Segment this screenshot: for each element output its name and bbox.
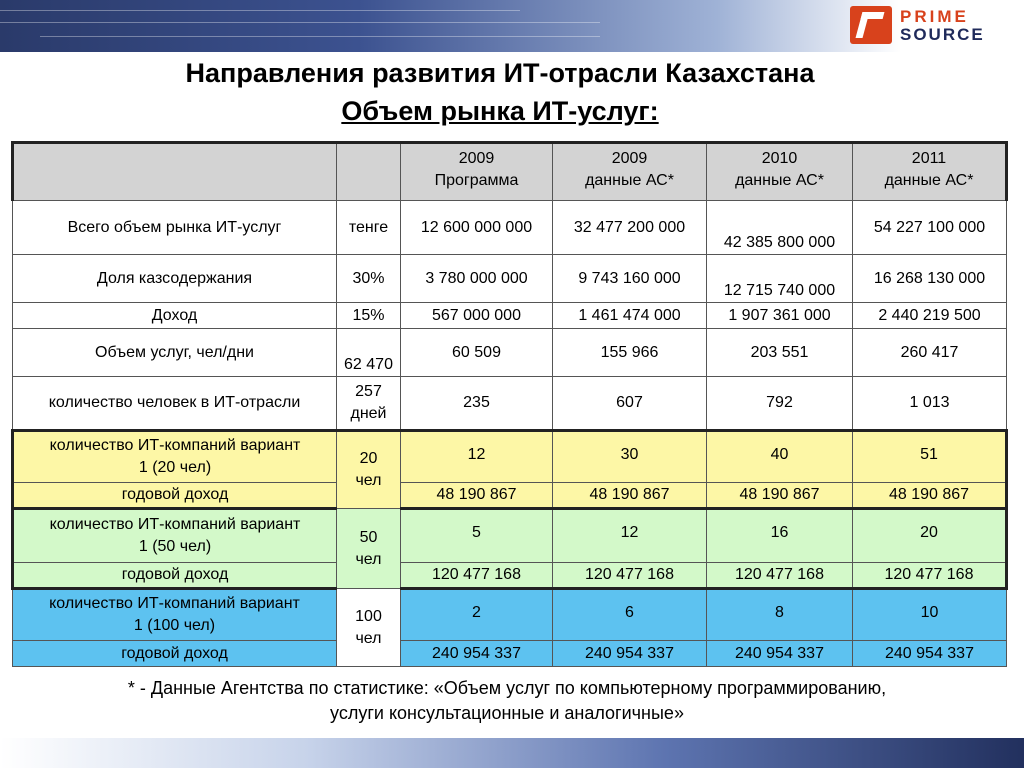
row-label: количество ИТ-компаний вариант 1 (50 чел) [13,509,337,563]
cell: 2 440 219 500 [853,303,1007,329]
cell: 2 [401,589,553,641]
page-title: Направления развития ИТ-отрасли Казахстана [185,58,815,88]
cell: 792 [707,377,853,431]
cell: 260 417 [853,329,1007,377]
header-col-2: 2009 данные АС* [553,143,707,201]
row-label: Доля казсодержания [13,255,337,303]
cell: 3 780 000 000 [401,255,553,303]
cell: 120 477 168 [707,563,853,589]
cell: 60 509 [401,329,553,377]
footnote [0,676,1014,726]
cell: 120 477 168 [553,563,707,589]
row-label: количество ИТ-компаний вариант 1 (100 чел) [13,589,337,641]
cell: 155 966 [553,329,707,377]
cell: 8 [707,589,853,641]
cell: 567 000 000 [401,303,553,329]
row-unit: 100 чел [337,589,401,667]
logo-mark-icon [850,6,892,44]
row-label: годовой доход [13,641,337,667]
cell: 12 715 740 000 [707,255,853,303]
row-unit: 50 чел [337,509,401,589]
row-label: годовой доход [13,563,337,589]
cell: 32 477 200 000 [553,201,707,255]
footnote-line-1: * - Данные Агентства по статистике: «Объем услуг по компьютерному программированию, [127,678,887,698]
table-row [13,329,1007,377]
cell: 42 385 800 000 [707,201,853,255]
row-label: количество ИТ-компаний вариант 1 (20 чел) [13,431,337,483]
table-row [13,303,1007,329]
table-row [13,641,1007,667]
cell: 9 743 160 000 [553,255,707,303]
header-unit-cell [337,143,401,201]
row-unit: 30% [337,255,401,303]
cell: 1 013 [853,377,1007,431]
cell: 10 [853,589,1007,641]
footnote-line-2: услуги консультационные и аналогичные» [330,703,684,723]
cell: 51 [853,431,1007,483]
header-empty-cell [13,143,337,201]
row-label: Доход [13,303,337,329]
cell: 16 [707,509,853,563]
header-col-3: 2010 данные АС* [707,143,853,201]
cell: 12 [553,509,707,563]
header-col-1: 2009 Программа [401,143,553,201]
cell: 48 190 867 [553,483,707,509]
cell: 240 954 337 [553,641,707,667]
cell: 16 268 130 000 [853,255,1007,303]
page-subtitle: Объем рынка ИТ-услуг: [341,96,659,126]
cell: 40 [707,431,853,483]
cell: 203 551 [707,329,853,377]
table-row [13,377,1007,431]
cell: 240 954 337 [401,641,553,667]
cell: 1 461 474 000 [553,303,707,329]
cell: 12 [401,431,553,483]
table-row [13,483,1007,509]
cell: 48 190 867 [401,483,553,509]
row-unit: 15% [337,303,401,329]
cell: 48 190 867 [707,483,853,509]
cell: 235 [401,377,553,431]
header-band [0,0,1024,52]
cell: 30 [553,431,707,483]
row-unit: 62 470 [337,329,401,377]
table-row [13,431,1007,483]
prime-source-logo [850,4,1010,46]
cell: 54 227 100 000 [853,201,1007,255]
footer-band [0,738,1024,768]
cell: 5 [401,509,553,563]
row-unit: тенге [337,201,401,255]
logo-line-2: SOURCE [900,25,985,44]
cell: 48 190 867 [853,483,1007,509]
table-row [13,201,1007,255]
cell: 240 954 337 [707,641,853,667]
cell: 1 907 361 000 [707,303,853,329]
cell: 607 [553,377,707,431]
header-col-4: 2011 данные АС* [853,143,1007,201]
cell: 6 [553,589,707,641]
cell: 12 600 000 000 [401,201,553,255]
cell: 240 954 337 [853,641,1007,667]
table-header-row [13,143,1007,201]
logo-line-1: PRIME [900,7,969,26]
cell: 120 477 168 [853,563,1007,589]
table-row [13,589,1007,641]
cell: 120 477 168 [401,563,553,589]
market-table [11,141,1008,667]
table-row [13,509,1007,563]
row-unit: 20 чел [337,431,401,509]
row-label: Всего объем рынка ИТ-услуг [13,201,337,255]
cell: 20 [853,509,1007,563]
row-label: годовой доход [13,483,337,509]
row-label: количество человек в ИТ-отрасли [13,377,337,431]
row-label: Объем услуг, чел/дни [13,329,337,377]
table-row [13,563,1007,589]
table-row [13,255,1007,303]
row-unit: 257 дней [337,377,401,431]
